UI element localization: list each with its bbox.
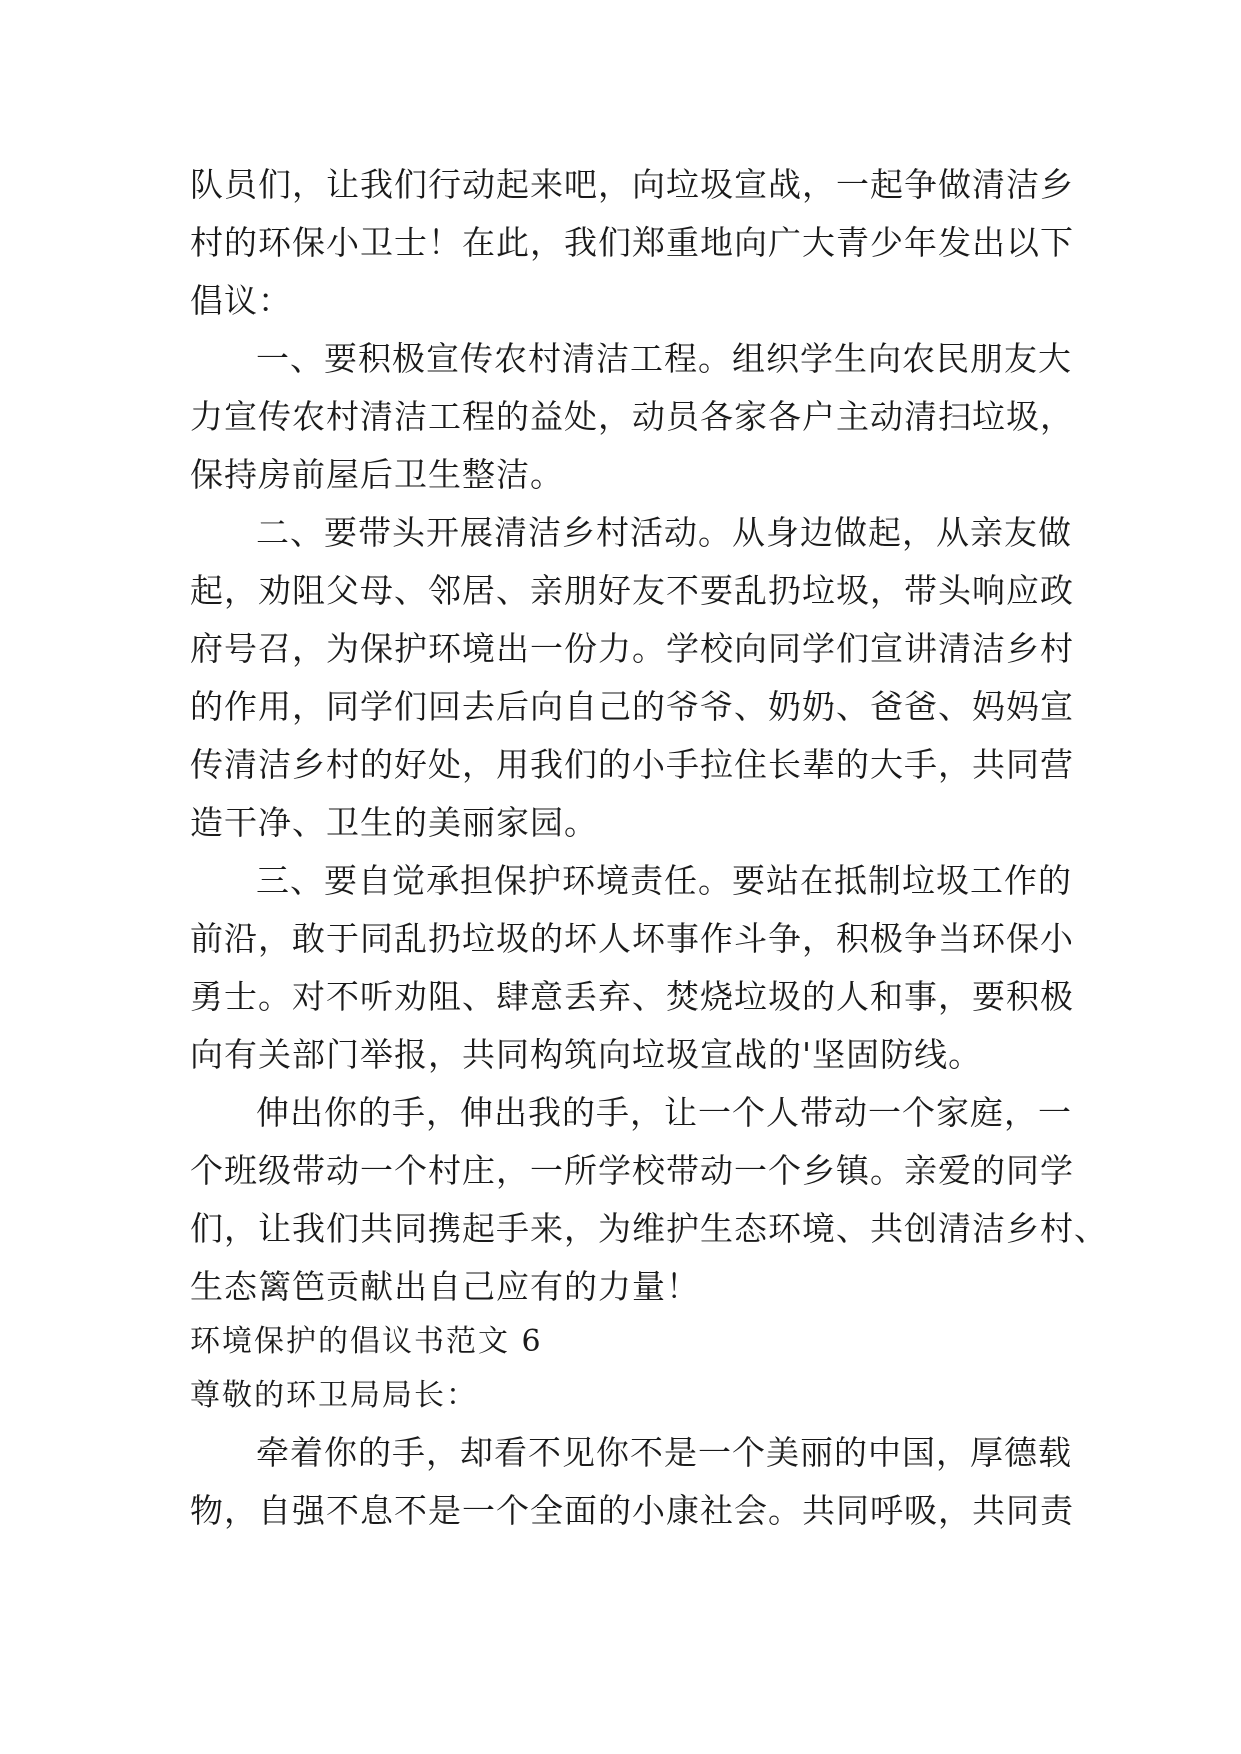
text-line: 传清洁乡村的好处，用我们的小手拉住长辈的大手，共同营 — [190, 745, 1074, 784]
text-line: 们，让我们共同携起手来，为维护生态环境、共创清洁乡村、 — [190, 1209, 1108, 1248]
text-line: 队员们，让我们行动起来吧，向垃圾宣战，一起争做清洁乡 — [190, 165, 1074, 204]
text-line: 物，自强不息不是一个全面的小康社会。共同呼吸，共同责 — [190, 1491, 1074, 1530]
text-line: 的作用，同学们回去后向自己的爷爷、奶奶、爸爸、妈妈宣 — [190, 687, 1074, 726]
text-line: 勇士。对不听劝阻、肆意丢弃、焚烧垃圾的人和事，要积极 — [190, 977, 1074, 1016]
text-line: 起，劝阻父母、邻居、亲朋好友不要乱扔垃圾，带头响应政 — [190, 571, 1074, 610]
text-line: 向有关部门举报，共同构筑向垃圾宣战的'坚固防线。 — [190, 1035, 983, 1074]
paragraph-first-line: 伸出你的手，伸出我的手，让一个人带动一个家庭，一 — [256, 1093, 1072, 1132]
text-line: 保持房前屋后卫生整洁。 — [190, 455, 564, 494]
paragraph-first-line: 三、要自觉承担保护环境责任。要站在抵制垃圾工作的 — [256, 861, 1072, 900]
text-line: 个班级带动一个村庄，一所学校带动一个乡镇。亲爱的同学 — [190, 1151, 1074, 1190]
text-line: 生态篱笆贡献出自己应有的力量！ — [190, 1267, 700, 1306]
text-line: 倡议： — [190, 281, 292, 320]
paragraph-first-line: 一、要积极宣传农村清洁工程。组织学生向农民朋友大 — [256, 339, 1072, 378]
text-line: 前沿，敢于同乱扔垃圾的坏人坏事作斗争，积极争当环保小 — [190, 919, 1074, 958]
salutation: 尊敬的环卫局局长： — [190, 1378, 478, 1413]
text-line: 力宣传农村清洁工程的益处，动员各家各户主动清扫垃圾， — [190, 397, 1074, 436]
text-line: 造干净、卫生的美丽家园。 — [190, 803, 598, 842]
text-line: 府号召，为保护环境出一份力。学校向同学们宣讲清洁乡村 — [190, 629, 1074, 668]
text-line: 村的环保小卫士！在此，我们郑重地向广大青少年发出以下 — [190, 223, 1074, 262]
paragraph-first-line: 牵着你的手，却看不见你不是一个美丽的中国，厚德载 — [256, 1433, 1072, 1472]
section-heading: 环境保护的倡议书范文 6 — [190, 1324, 543, 1359]
paragraph-first-line: 二、要带头开展清洁乡村活动。从身边做起，从亲友做 — [256, 513, 1072, 552]
